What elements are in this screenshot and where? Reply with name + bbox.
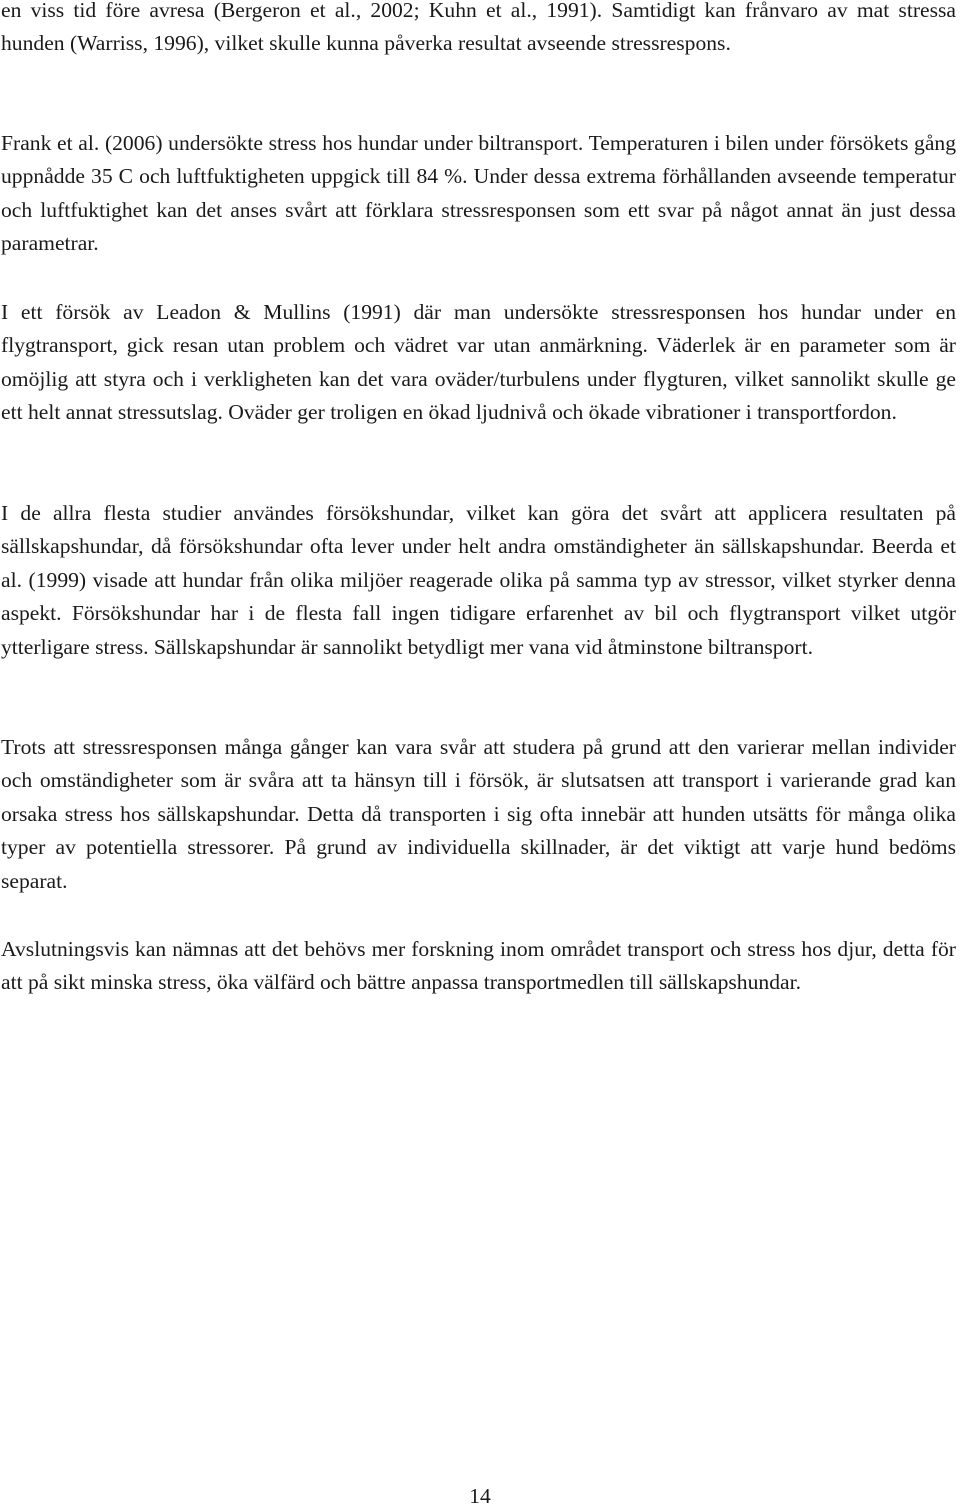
paragraph-slutsats: Trots att stressresponsen många gånger kan vara svår att studera på grund att den varierar mellan individer och omständigheter som är svåra att ta hänsyn till i försök, är slutsatsen att transport i varierande grad kan orsaka stress hos sällskapshundar. Detta då transporten i sig ofta innebär att hunden utsätts för många olika typer av potentiella stressorer. På grund av individuella skillnader, är det viktigt att varje hund bedöms separat.	[1, 735, 956, 893]
paragraph-flygtransport: I ett försök av Leadon & Mullins (1991) där man undersökte stressresponsen hos hundar under en flygtransport, gick resan utan problem och vädret var utan anmärkning. Väderlek är en parameter som är omöjlig att styra och i verkligheten kan det vara oväder/turbulens under flygturen, vilket sannolikt skulle ge ett helt annat stressutslag. Oväder ger troligen en ökad ljudnivå och ökade vibrationer i transportfordon.	[1, 300, 956, 425]
paragraph-biltransport: Frank et al. (2006) undersökte stress hos hundar under biltransport. Temperaturen i bilen under försökets gång uppnådde 35 C och luftfuktigheten uppgick till 84 %. Under dessa extrema förhållanden avseende temperatur och luftfuktighet kan det anses svårt att förklara stressresponsen som ett svar på något annat än just dessa parametrar.	[1, 131, 956, 256]
paragraph-forsokshundar: I de allra flesta studier användes försökshundar, vilket kan göra det svårt att applicera resultaten på sällskapshundar, då försökshundar ofta lever under helt andra omständigheter än sällskapshundar. Beerda et al. (1999) visade att hundar från olika miljöer reagerade olika på samma typ av stressor, vilket styrker denna aspekt. Försökshundar har i de flesta fall ingen tidigare erfarenhet av bil och flygtransport vilket utgör ytterligare stress. Sällskapshundar är sannolikt betydligt mer vana vid åtminstone biltransport.	[1, 501, 956, 659]
paragraph-continuation: en viss tid före avresa (Bergeron et al., 2002; Kuhn et al., 1991). Samtidigt kan frånvaro av mat stressa hunden (Warriss, 1996), vilket skulle kunna påverka resultat avseende stressrespons.	[1, 0, 956, 56]
paragraph-avslutning: Avslutningsvis kan nämnas att det behövs mer forskning inom området transport och stress hos djur, detta för att på sikt minska stress, öka välfärd och bättre anpassa transportmedlen till sällskapshundar.	[1, 937, 956, 995]
page-number: 14	[469, 1484, 491, 1508]
